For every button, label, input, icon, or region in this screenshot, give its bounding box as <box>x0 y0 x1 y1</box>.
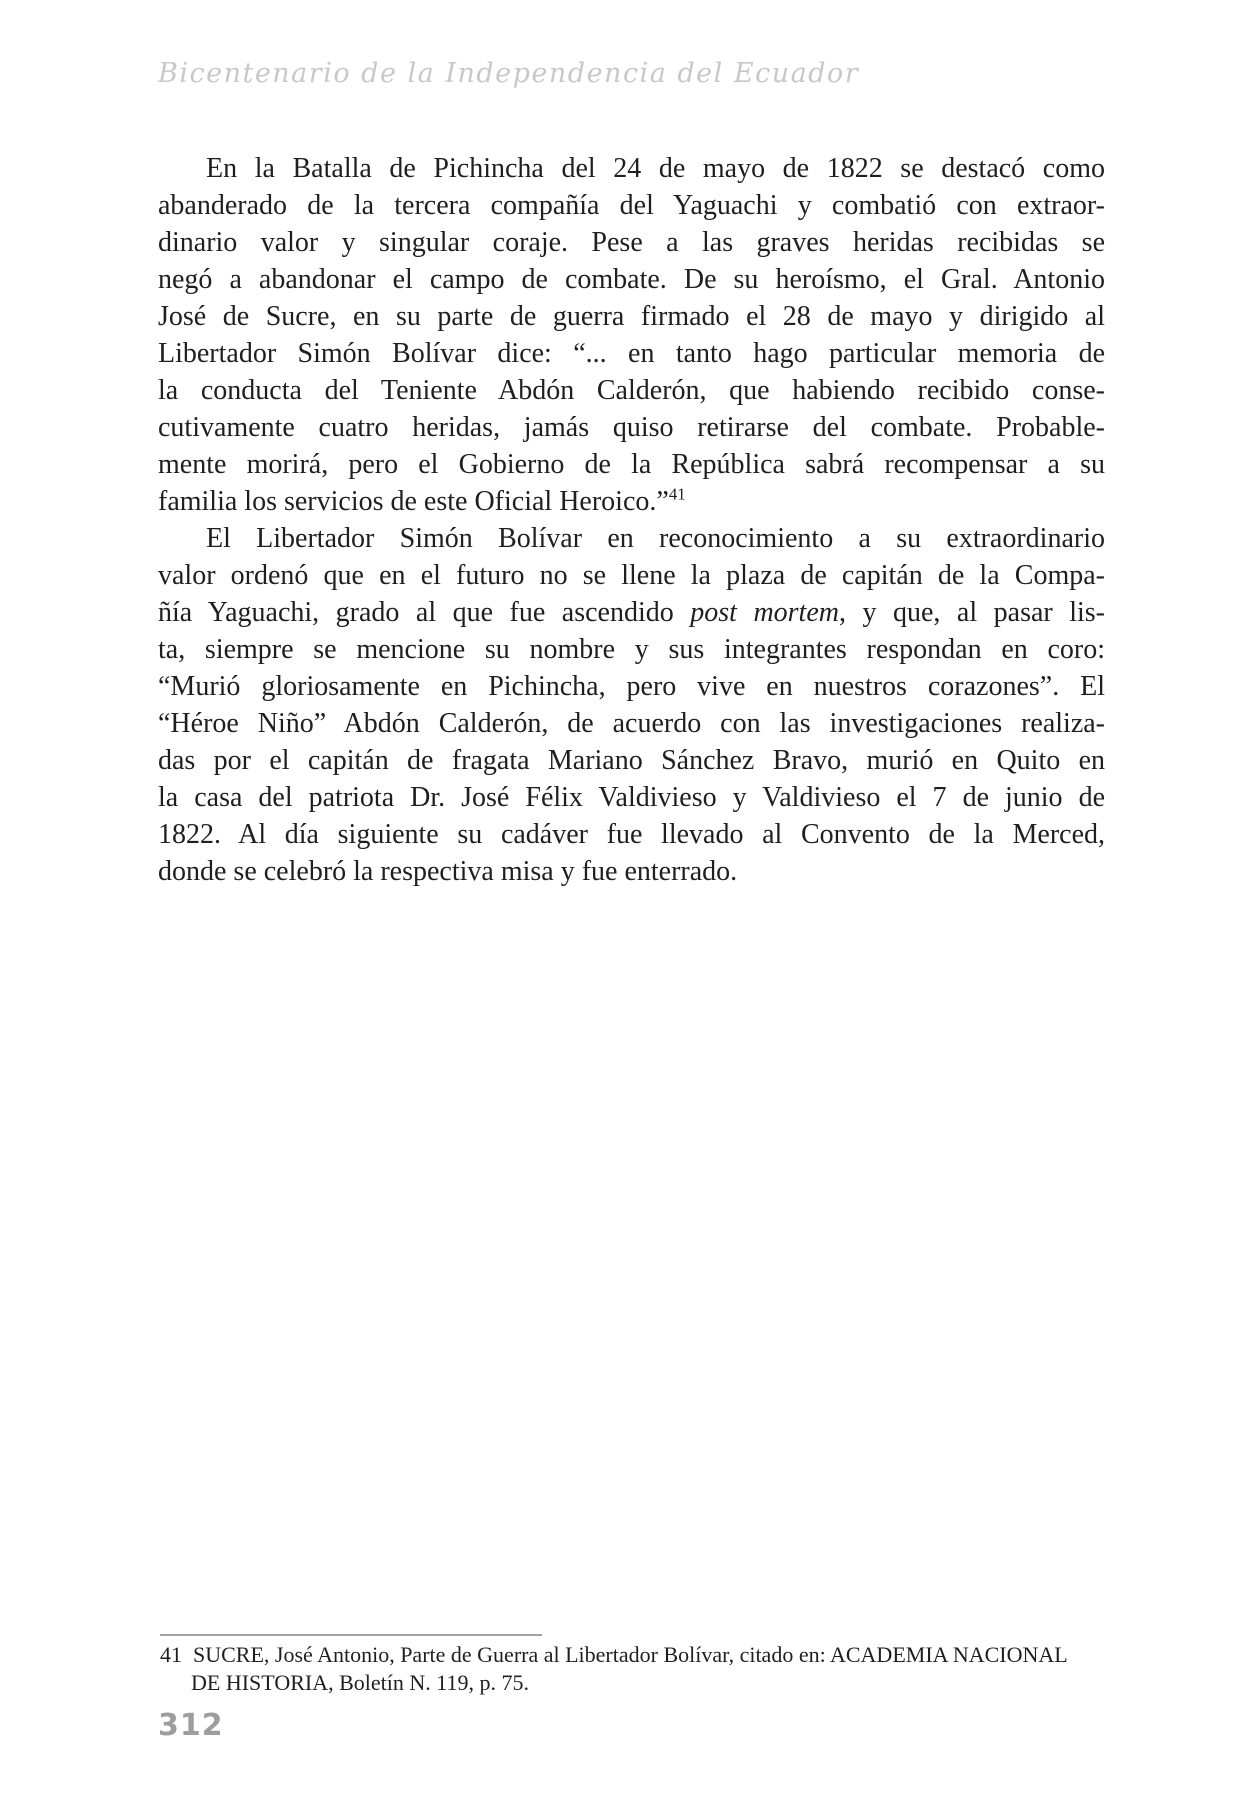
footnote-reference: 41 <box>668 484 686 504</box>
text-line: negó a abandonar el campo de combate. De su heroísmo, el Gral. Antonio <box>158 264 1105 295</box>
text-line: mente morirá, pero el Gobierno de la República sabrá recompensar a su <box>158 449 1105 480</box>
text-line: cutivamente cuatro heridas, jamás quiso retirarse del combate. Probable- <box>158 412 1105 443</box>
footnote-line: DE HISTORIA, Boletín N. 119, p. 75. <box>191 1670 529 1695</box>
footnote-line <box>160 1641 1110 1669</box>
page-number: 312 <box>158 1708 224 1743</box>
running-head-title: Bicentenario de la Independencia del Ecuador <box>158 58 860 89</box>
text-line: abanderado de la tercera compañía del Yaguachi y combatió con extraor- <box>158 190 1105 221</box>
text-line: En la Batalla de Pichincha del 24 de mayo de 1822 se destacó como <box>206 153 1105 184</box>
text-line: dinario valor y singular coraje. Pese a las graves heridas recibidas se <box>158 227 1105 258</box>
text-line: Libertador Simón Bolívar dice: “... en tanto hago particular memoria de <box>158 338 1105 369</box>
footnote <box>160 1641 1110 1697</box>
text-line: “Héroe Niño” Abdón Calderón, de acuerdo con las investigaciones realiza- <box>158 708 1105 739</box>
text-line: valor ordenó que en el futuro no se llene la plaza de capitán de la Compa- <box>158 560 1105 591</box>
line-segment: ñía Yaguachi, grado al que fue ascendido <box>158 597 691 628</box>
text-line: José de Sucre, en su parte de guerra firmado el 28 de mayo y dirigido al <box>158 301 1105 332</box>
latin-phrase-italic: post mortem <box>690 597 839 628</box>
text-line: “Murió gloriosamente en Pichincha, pero vive en nuestros corazones”. El <box>158 671 1105 702</box>
footnote-text: SUCRE, José Antonio, Parte de Guerra al Libertador Bolívar, citado en: ACADEMIA NACIONAL <box>193 1642 1068 1667</box>
text-line: El Libertador Simón Bolívar en reconocimiento a su extraordinario <box>206 523 1105 554</box>
text-line: 1822. Al día siguiente su cadáver fue llevado al Convento de la Merced, <box>158 819 1105 850</box>
text-line: la casa del patriota Dr. José Félix Valdivieso y Valdivieso el 7 de junio de <box>158 782 1105 813</box>
footnote-separator-rule <box>160 1634 542 1636</box>
paragraph-end-text: familia los servicios de este Oficial Heroico.” <box>158 486 669 517</box>
text-line: ta, siempre se mencione su nombre y sus integrantes respondan en coro: <box>158 634 1105 665</box>
text-line: donde se celebró la respectiva misa y fue enterrado. <box>158 856 738 887</box>
footnote-marker: 41 <box>160 1642 182 1667</box>
text-line: la conducta del Teniente Abdón Calderón, que habiendo recibido conse- <box>158 375 1105 406</box>
text-line <box>158 594 1105 631</box>
text-line: das por el capitán de fragata Mariano Sánchez Bravo, murió en Quito en <box>158 745 1105 776</box>
line-segment: , y que, al pasar lis- <box>839 597 1105 628</box>
text-line <box>158 483 1105 520</box>
main-text-block <box>158 150 1105 890</box>
